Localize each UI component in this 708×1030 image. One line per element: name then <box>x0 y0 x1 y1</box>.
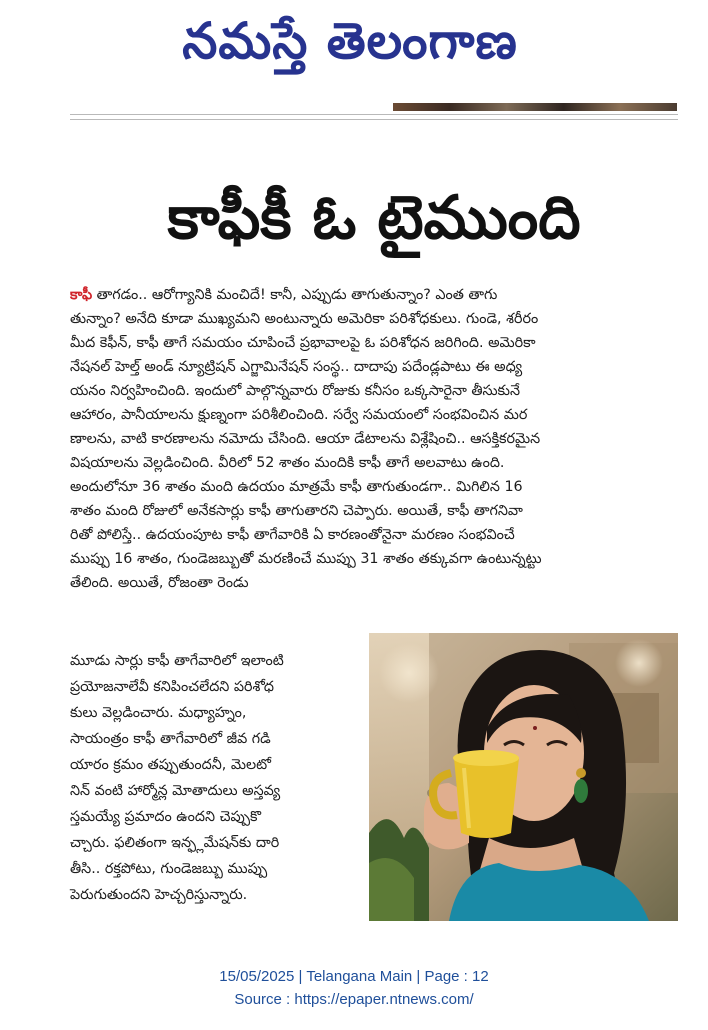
woman-drinking-coffee-photo <box>369 633 678 921</box>
article-line: తీసి.. రక్తపోటు, గుండెజబ్బు ముప్పు <box>70 861 268 877</box>
edition-info: 15/05/2025 | Telangana Main | Page : 12 <box>219 968 489 985</box>
article-line: మూడు సార్లు కాఫీ తాగేవారిలో ఇలాంటి <box>70 653 284 669</box>
article-line: ముప్పు 16 శాతం, గుండెజబ్బుతో మరణించే ముప్పు 31 శాతం తక్కువగా ఉంటున్నట్టు <box>70 551 542 567</box>
article-line: అందులోనూ 36 శాతం మంది ఉదయం మాత్రమే కాఫీ తాగుతుండగా.. మిగిలిన 16 <box>70 479 523 495</box>
article-line <box>70 284 497 306</box>
article-line: విషయాలను వెల్లడించింది. వీరిలో 52 శాతం మందికి కాఫీ తాగే అలవాటు ఉంది. <box>70 455 505 471</box>
article-line: మీద కెఫీన్, కాఫీ తాగే సమయం చూపించే ప్రభావాలపై ఓ పరిశోధన జరిగింది. అమెరికా <box>70 335 536 351</box>
source-link[interactable]: Source : https://epaper.ntnews.com/ <box>234 991 474 1008</box>
article-line: రితో పోలిస్తే.. ఉదయంపూట కాఫీ తాగేవారికి ఏ కారణంతోనైనా మరణం సంభవించే <box>70 527 515 543</box>
article-line: ణాలను, వాటి కారణాలను నమోదు చేసింది. ఆయా డేటాలను విశ్లేషించి.. ఆసక్తికరమైన <box>70 431 541 447</box>
lead-word: కాఫీ <box>70 287 93 303</box>
article-line: తున్నాం? అనేది కూడా ముఖ్యమని అంటున్నారు అమెరికా పరిశోధకులు. గుండె, శరీరం <box>70 311 539 327</box>
newspaper-masthead: నమస్తే తెలంగాణ <box>182 12 518 70</box>
article-line: చ్చారు. ఫలితంగా ఇన్ఫ్లమేషన్‌కు దారి <box>70 835 280 851</box>
article-line-text: తాగడం.. ఆరోగ్యానికి మంచిదే! కానీ, ఎప్పుడు తాగుతున్నాం? ఎంత తాగు <box>92 287 498 303</box>
header-rule-top <box>70 114 678 115</box>
article-line: ఆహారం, పానీయాలను క్షుణ్నంగా పరిశీలించింది. సర్వే సమయంలో సంభవించిన మర <box>70 407 528 423</box>
article-headline: కాఫీకీ ఓ టైముంది <box>167 183 581 253</box>
article-line: సాయంత్రం కాఫీ తాగేవారిలో జీవ గడి <box>70 731 271 747</box>
article-line: శాతం మంది రోజులో అనేకసార్లు కాఫీ తాగుతారని చెప్పారు. అయితే, కాఫీ తాగనివా <box>70 503 523 519</box>
article-line: స్తమయ్యే ప్రమాదం ఉందని చెప్పుకొ <box>70 809 262 825</box>
article-line: కులు వెల్లడించారు. మధ్యాహ్నం, <box>70 705 247 721</box>
article-line: ప్రయోజనాలేవీ కనిపించలేదని పరిశోధ <box>70 679 274 695</box>
header-rule-bottom <box>70 119 678 120</box>
article-line: పెరుగుతుందని హెచ్చరిస్తున్నారు. <box>70 887 248 903</box>
article-line: నిన్ వంటి హార్మోన్ల మోతాదులు అస్తవ్య <box>70 783 281 799</box>
article-line: తేలింది. అయితే, రోజంతా రెండు <box>70 575 249 591</box>
header-photo-strip <box>393 103 677 111</box>
article-line: యనం నిర్వహించింది. ఇందులో పాల్గొన్నవారు రోజుకు కనీసం ఒక్కసారైనా తీసుకునే <box>70 383 520 399</box>
article-line: యారం క్రమం తప్పుతుందనీ, మెలటో <box>70 757 271 773</box>
article-line: నేషనల్ హెల్త్ అండ్ న్యూట్రిషన్ ఎగ్జామినేషన్ సంస్థ.. దాదాపు పదేండ్లపాటు ఈ అధ్య <box>70 359 523 375</box>
photo-illustration <box>369 633 678 921</box>
